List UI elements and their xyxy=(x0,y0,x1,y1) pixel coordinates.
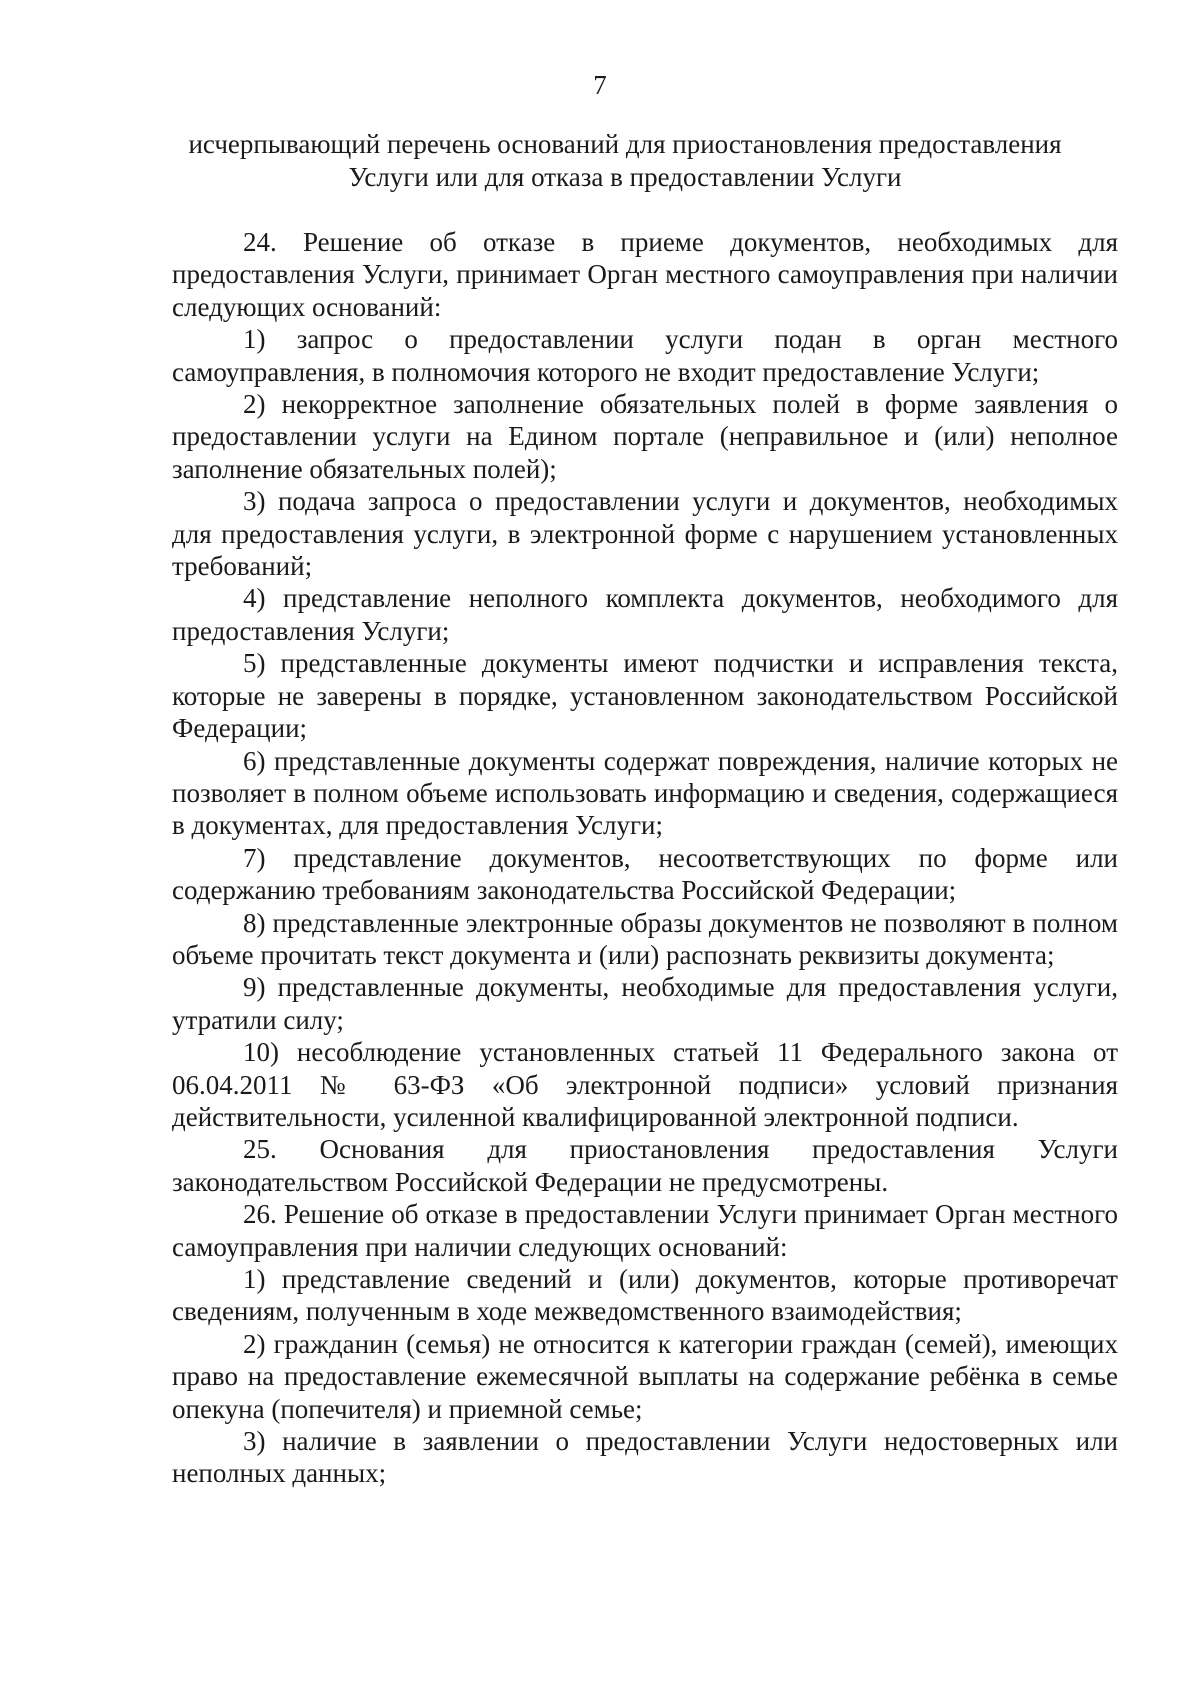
list-item: 3) наличие в заявлении о предоставлении Услуги недостоверных или неполных данных; xyxy=(172,1426,1118,1489)
section-heading-line-1: исчерпывающий перечень оснований для приостановления предоставления xyxy=(188,129,1062,159)
paragraph-26: 26. Решение об отказе в предоставлении Услуги принимает Орган местного самоуправления при наличии следующих оснований: xyxy=(172,1199,1118,1262)
list-item: 3) подача запроса о предоставлении услуги и документов, необходимых для предоставления услуги, в электронной форме с нарушением установленных требований; xyxy=(172,486,1118,582)
list-item: 7) представление документов, несоответствующих по форме или содержанию требованиям законодательства Российской Федерации; xyxy=(172,842,1118,906)
list-item: 2) гражданин (семья) не относится к категории граждан (семей), имеющих право на предоставление ежемесячной выплаты на содержание ребёнка в семье опекуна (попечителя) и приемной семье; xyxy=(172,1328,1118,1424)
list-item: 6) представленные документы содержат повреждения, наличие которых не позволяет в полном объеме использовать информацию и сведения, содержащиеся в документах, для предоставления Услуги; xyxy=(172,745,1118,841)
page-number: 7 xyxy=(593,70,607,100)
list-item: 8) представленные электронные образы документов не позволяют в полном объеме прочитать текст документа и (или) распознать реквизиты документа; xyxy=(172,907,1118,970)
list-item: 4) представление неполного комплекта документов, необходимого для предоставления Услуги; xyxy=(172,583,1118,646)
list-item: 5) представленные документы имеют подчистки и исправления текста, которые не заверены в порядке, установленном законодательством Российской Федерации; xyxy=(172,648,1118,744)
list-item: 9) представленные документы, необходимые для предоставления услуги, утратили силу; xyxy=(172,972,1118,1035)
document-body xyxy=(172,226,1118,1490)
paragraph-25: 25. Основания для приостановления предоставления Услуги законодательством Российской Федерации не предусмотрены. xyxy=(172,1134,1118,1197)
list-item: 10) несоблюдение установленных статьей 11 Федерального закона от 06.04.2011 № 63-ФЗ «Об электронной подписи» условий признания действительности, усиленной квалифицированной электронной подписи. xyxy=(172,1037,1118,1132)
list-item: 1) представление сведений и (или) документов, которые противоречат сведениям, полученным в ходе межведомственного взаимодействия; xyxy=(172,1264,1118,1327)
section-heading xyxy=(160,128,1090,194)
list-item: 2) некорректное заполнение обязательных полей в форме заявления о предоставлении услуги на Едином портале (неправильное и (или) неполное заполнение обязательных полей); xyxy=(172,389,1118,484)
section-heading-line-2: Услуги или для отказа в предоставлении Услуги xyxy=(348,162,902,192)
list-item: 1) запрос о предоставлении услуги подан в орган местного самоуправления, в полномочия которого не входит предоставление Услуги; xyxy=(172,324,1118,387)
paragraph-24: 24. Решение об отказе в приеме документов, необходимых для предоставления Услуги, принимает Орган местного самоуправления при наличии следующих оснований: xyxy=(172,227,1118,322)
